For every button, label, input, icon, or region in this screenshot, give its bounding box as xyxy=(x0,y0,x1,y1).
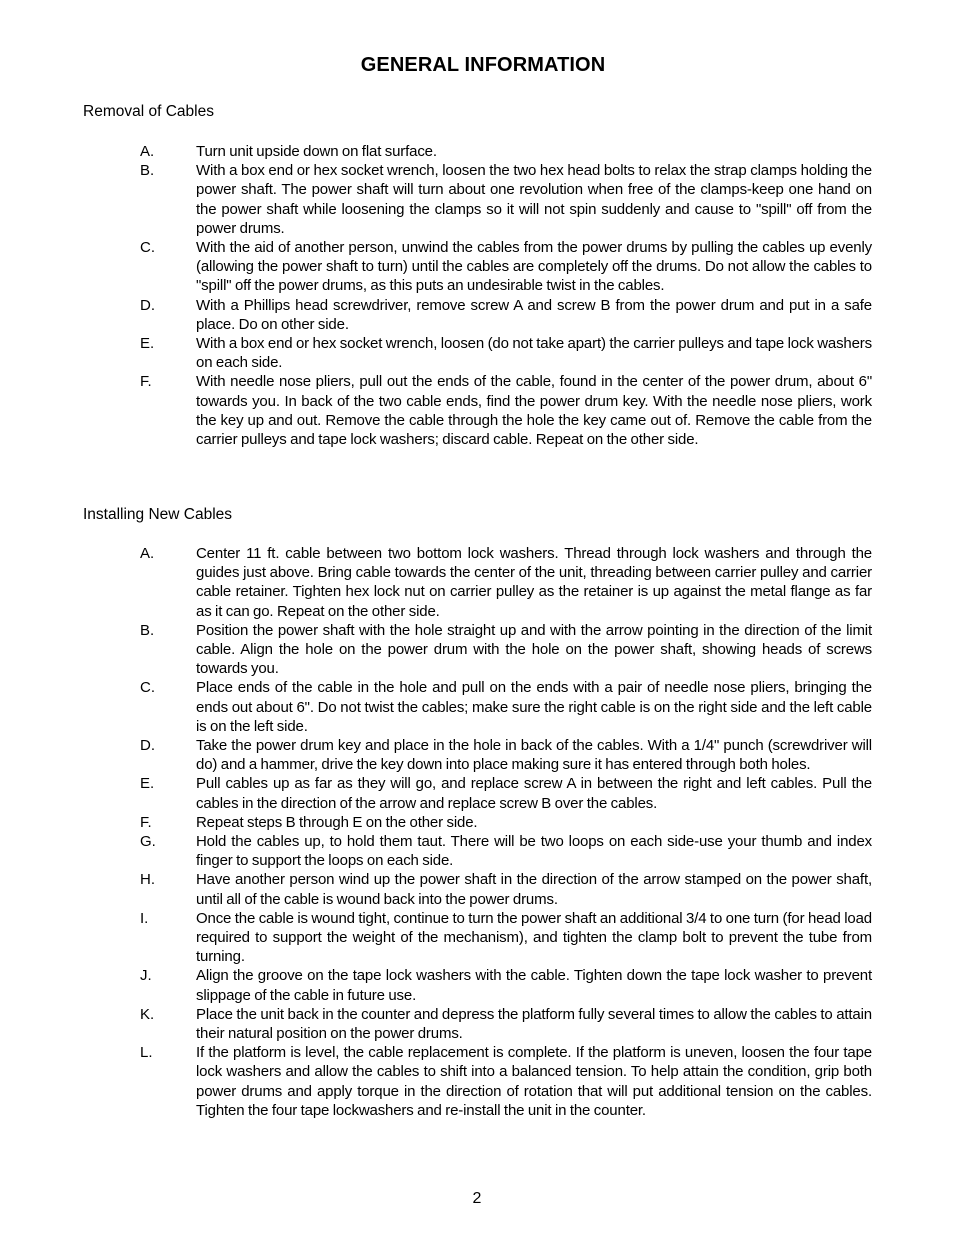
step-text: With a Phillips head screwdriver, remove screw A and screw B from the power drum and put in a safe place. Do on other side. xyxy=(196,296,872,333)
step-letter: A. xyxy=(140,143,155,160)
step-text: Turn unit upside down on flat surface. xyxy=(196,143,437,160)
step-letter: D. xyxy=(140,737,155,755)
step-letter: E. xyxy=(140,335,155,353)
list-item xyxy=(0,296,954,334)
page-title: GENERAL INFORMATION xyxy=(360,54,606,76)
step-letter: B. xyxy=(140,621,155,639)
step-text: If the platform is level, the cable replacement is complete. If the platform is uneven, loosen the four tape lock washers and allow the cables to shift into a balanced tension. To help attain the condition, grip both power drums and apply torque in the direction of rotation that will put additional tension on the cables. Tighten the four tape lockwashers and re-install the unit in the counter. xyxy=(196,1044,872,1119)
step-letter: A. xyxy=(140,545,155,562)
step-text: With a box end or hex socket wrench, loosen (do not take apart) the carrier pulleys and tape lock washers on each side. xyxy=(196,335,872,372)
step-letter: F. xyxy=(140,813,152,831)
step-text: Place ends of the cable in the hole and pull on the ends with a pair of needle nose pliers, bringing the ends out about 6". Do not twist the cables; make sure the right cable is on the right side and the left cable is on the left side. xyxy=(196,679,872,735)
step-letter: J. xyxy=(140,967,152,985)
list-item xyxy=(0,142,954,161)
step-letter: H. xyxy=(140,871,155,889)
step-text: With the aid of another person, unwind the cables from the power drums by pulling the cables up evenly (allowing the power shaft to turn) until the cables are completely off the drums. Do not allow the cables to "spill" off the power drums, as this puts an undesirable twist in the cables. xyxy=(196,239,872,295)
step-letter: K. xyxy=(140,1005,155,1023)
list-item xyxy=(0,966,954,1004)
list-item xyxy=(0,161,954,238)
step-letter: I. xyxy=(140,909,149,927)
step-letter: F. xyxy=(140,373,152,391)
step-letter: C. xyxy=(140,679,155,697)
step-letter: E. xyxy=(140,775,155,793)
list-item xyxy=(0,1043,954,1120)
step-letter: L. xyxy=(140,1044,153,1062)
step-text: Place the unit back in the counter and depress the platform fully several times to allow the cables to attain their natural position on the power drums. xyxy=(196,1005,872,1043)
step-letter: D. xyxy=(140,296,155,314)
section-heading-removal: Removal of Cables xyxy=(83,103,214,120)
step-text: Pull cables up as far as they will go, and replace screw A in between the right and left cables. Pull the cables in the direction of the arrow and replace screw B over the cables. xyxy=(196,775,872,812)
list-item xyxy=(0,621,954,679)
step-text: With needle nose pliers, pull out the ends of the cable, found in the center of the power drum, about 6" towards you. In back of the two cable ends, find the power drum key. With the needle nose pliers, work the key up and out. Remove the cable through the hole the key came out of. Remove the cable from the carrier pulleys and tape lock washers; discard cable. Repeat on the other side. xyxy=(196,373,872,449)
step-text: With a box end or hex socket wrench, loosen the two hex head bolts to relax the strap clamps holding the power shaft. The power shaft will turn about one revolution when free of the clamps-keep one hand on the power shaft while loosening the clamps so it will not spin suddenly and cause to "spill" off from the power drums. xyxy=(196,162,872,237)
step-letter: C. xyxy=(140,239,155,257)
list-item xyxy=(0,544,954,621)
list-item xyxy=(0,334,954,372)
step-text: Once the cable is wound tight, continue to turn the power shaft an additional 3/4 to one turn (for head load required to support the weight of the mechanism), and tighten the clamp bolt to prevent the tube from turning. xyxy=(196,909,872,966)
list-item xyxy=(0,736,954,774)
page-number: 2 xyxy=(472,1190,482,1207)
list-item xyxy=(0,238,954,296)
step-letter: G. xyxy=(140,833,156,851)
step-text: Hold the cables up, to hold them taut. There will be two loops on each side-use your thumb and index finger to support the loops on each side. xyxy=(196,833,872,870)
step-text: Take the power drum key and place in the hole in back of the cables. With a 1/4" punch (screwdriver will do) and a hammer, drive the key down into place making sure it has entered through both holes. xyxy=(196,737,872,774)
list-item xyxy=(0,832,954,870)
step-text: Position the power shaft with the hole straight up and with the arrow pointing in the direction of the limit cable. Align the hole on the power drum with the hole on the power shaft, showing heads of screws towards you. xyxy=(196,621,872,678)
step-text: Center 11 ft. cable between two bottom lock washers. Thread through lock washers and through the guides just above. Bring cable towards the center of the unit, threading between carrier pulley and carrier cable retainer. Tighten hex lock nut on carrier pulley as the retainer is up against the metal flange as far as it can go. Repeat on the other side. xyxy=(196,545,872,620)
list-item xyxy=(0,909,954,967)
list-item xyxy=(0,372,954,449)
list-item xyxy=(0,870,954,908)
step-text: Repeat steps B through E on the other side. xyxy=(196,813,478,831)
list-item xyxy=(0,813,954,832)
section-heading-installing: Installing New Cables xyxy=(83,506,233,523)
step-letter: B. xyxy=(140,162,155,180)
step-text: Align the groove on the tape lock washers with the cable. Tighten down the tape lock washer to prevent slippage of the cable in future use. xyxy=(196,967,872,1004)
list-item xyxy=(0,774,954,812)
list-item xyxy=(0,678,954,736)
removal-steps-list xyxy=(0,142,954,449)
step-text: Have another person wind up the power shaft in the direction of the arrow stamped on the power shaft, until all of the cable is wound back into the power drums. xyxy=(196,871,872,908)
list-item xyxy=(0,1005,954,1043)
installing-steps-list xyxy=(0,544,954,1120)
